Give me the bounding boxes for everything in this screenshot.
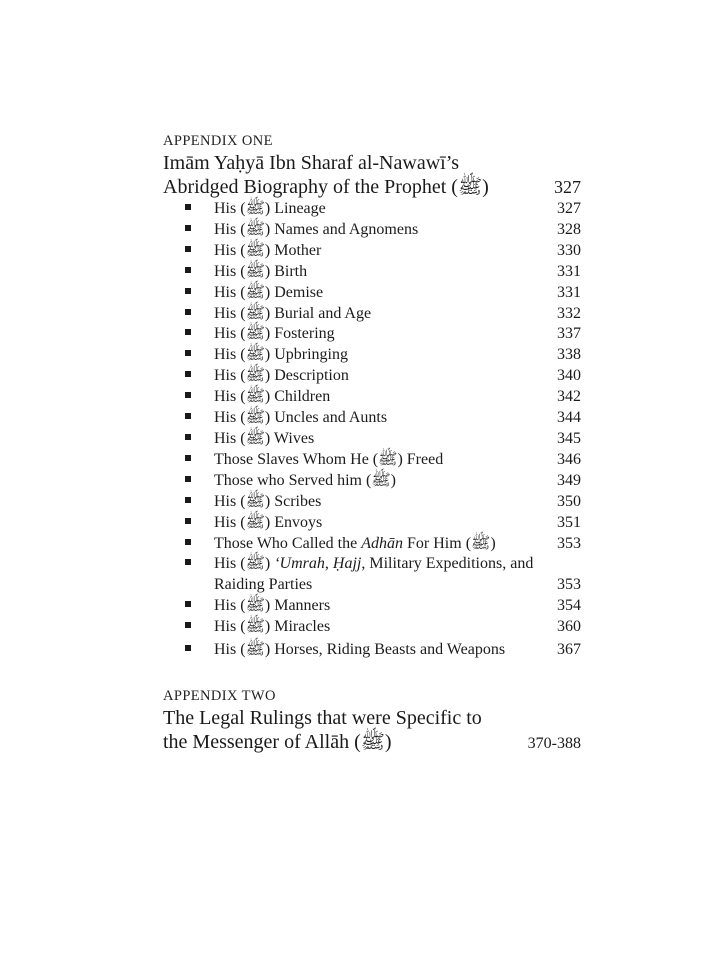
toc-entry-page: 353: [557, 534, 581, 552]
bullet-icon: [185, 476, 191, 482]
appendix-two-title-line2: the Messenger of Allāh (ﷺ): [163, 731, 392, 753]
toc-entry-mother[interactable]: [163, 241, 583, 262]
toc-entry-page: 350: [557, 492, 581, 510]
appendix-one-label: APPENDIX ONE: [163, 133, 273, 149]
toc-entry-text-pre: His (ﷺ): [214, 555, 275, 573]
bullet-icon: [185, 246, 191, 252]
toc-entry-birth[interactable]: [163, 262, 583, 283]
toc-entry-page: 340: [557, 367, 581, 385]
toc-entry-page: 353: [557, 576, 581, 594]
bullet-icon: [185, 455, 191, 461]
toc-entry-wives[interactable]: [163, 429, 583, 450]
toc-entry-text: His (ﷺ) Manners: [214, 597, 331, 615]
toc-entry-page: 328: [557, 220, 581, 238]
toc-entry-text: His (ﷺ) Horses, Riding Beasts and Weapons: [214, 641, 506, 659]
toc-entry-text: His (ﷺ) Wives: [214, 429, 315, 447]
appendix-two-title-line1: The Legal Rulings that were Specific to: [163, 707, 482, 729]
appendix-two-title-row[interactable]: [163, 730, 583, 756]
toc-entry-page: 342: [557, 388, 581, 406]
bullet-icon: [185, 539, 191, 545]
toc-entry-page: 360: [557, 618, 581, 636]
toc-entry-page: 351: [557, 513, 581, 531]
bullet-icon: [185, 497, 191, 503]
toc-entry-burial[interactable]: [163, 304, 583, 325]
toc-entry-children[interactable]: [163, 387, 583, 408]
toc-entry-names[interactable]: [163, 220, 583, 241]
toc-entry-demise[interactable]: [163, 283, 583, 304]
toc-entry-text-italic: ‘Umrah: [274, 555, 325, 573]
bullet-icon: [185, 413, 191, 419]
toc-entry-text-italic-2: Ḥajj: [332, 555, 362, 573]
toc-entry-upbringing[interactable]: [163, 345, 583, 366]
appendix-one-title-line1: Imām Yaḥyā Ibn Sharaf al-Nawawī’s: [163, 152, 460, 174]
toc-entry-page: 349: [557, 471, 581, 489]
toc-entry-text: His (ﷺ) Description: [214, 367, 349, 385]
bullet-icon: [185, 329, 191, 335]
toc-entry-text-post: For Him (ﷺ): [403, 534, 496, 552]
toc-entry-page: 331: [557, 262, 581, 280]
bullet-icon: [185, 371, 191, 377]
toc-entry-uncles-aunts[interactable]: [163, 408, 583, 429]
appendix-two-title-page: 370-388: [527, 735, 581, 752]
toc-entry-text: His (ﷺ) Uncles and Aunts: [214, 409, 388, 427]
toc-entry-page: 327: [557, 200, 581, 217]
toc-entry-text: Those who Served him (ﷺ): [214, 471, 396, 489]
toc-entry-page: 330: [557, 241, 581, 259]
bullet-icon: [185, 204, 191, 210]
appendix-one-title-page: 327: [554, 177, 581, 197]
toc-entry-umrah-hajj[interactable]: [163, 554, 583, 575]
toc-entry-text: His (ﷺ) Scribes: [214, 492, 322, 510]
appendix-two-label: APPENDIX TWO: [163, 688, 276, 704]
bullet-icon: [185, 225, 191, 231]
toc-entry-text: His (ﷺ) Burial and Age: [214, 304, 372, 322]
toc-entry-manners[interactable]: [163, 596, 583, 617]
toc-entry-scribes[interactable]: [163, 492, 583, 513]
appendix-one-title-line2: Abridged Biography of the Prophet (ﷺ): [163, 176, 489, 198]
toc-entry-page: 337: [557, 325, 581, 343]
toc-entry-text-post: , Military Expeditions, and: [361, 555, 534, 573]
toc-entry-envoys[interactable]: [163, 513, 583, 534]
bullet-icon: [185, 601, 191, 607]
toc-entry-text-cont: Raiding Parties: [214, 576, 313, 594]
appendix-one-title-row[interactable]: [163, 175, 583, 199]
toc-entry-umrah-hajj-cont[interactable]: [163, 575, 583, 596]
toc-entry-text: His (ﷺ) Miracles: [214, 618, 331, 636]
toc-entry-text-pre: Those Who Called the: [214, 534, 362, 552]
toc-entry-adhan[interactable]: [163, 534, 583, 555]
toc-entry-served-him[interactable]: [163, 471, 583, 492]
toc-entry-miracles[interactable]: [163, 617, 583, 638]
toc-entry-page: 331: [557, 283, 581, 301]
toc-entry-text: His (ﷺ) Upbringing: [214, 346, 348, 364]
toc-entry-text: [214, 554, 583, 575]
bullet-icon: [185, 392, 191, 398]
toc-entry-page: 367: [557, 641, 581, 659]
toc-entry-text: His (ﷺ) Lineage: [214, 200, 326, 217]
toc-entry-text: His (ﷺ) Birth: [214, 262, 308, 280]
toc-entry-text: [214, 534, 557, 555]
toc-entry-text: His (ﷺ) Fostering: [214, 325, 335, 343]
bullet-icon: [185, 622, 191, 628]
appendix-two-section: [163, 686, 583, 756]
toc-entry-text: His (ﷺ) Demise: [214, 283, 324, 301]
toc-entry-page: 354: [557, 597, 581, 615]
toc-entry-text-italic: Adhān: [361, 534, 404, 552]
toc-entry-page: 344: [557, 409, 581, 427]
toc-entry-freed-slaves[interactable]: [163, 450, 583, 471]
toc-entry-page: 345: [557, 429, 581, 447]
toc-entry-text: His (ﷺ) Names and Agnomens: [214, 220, 419, 238]
toc-entry-text: His (ﷺ) Envoys: [214, 513, 323, 531]
bullet-icon: [185, 559, 191, 565]
bullet-icon: [185, 434, 191, 440]
toc-entry-description[interactable]: [163, 366, 583, 387]
toc-entry-text-mid: ,: [324, 555, 333, 573]
bullet-icon: [185, 518, 191, 524]
toc-entry-text: Those Slaves Whom He (ﷺ) Freed: [214, 450, 444, 468]
bullet-icon: [185, 645, 191, 651]
toc-entry-page: 332: [557, 304, 581, 322]
appendix-one-section: [163, 131, 583, 661]
toc-entry-fostering[interactable]: [163, 324, 583, 345]
toc-entry-horses[interactable]: [163, 640, 583, 661]
toc-entry-lineage[interactable]: [163, 199, 583, 220]
bullet-icon: [185, 267, 191, 273]
bullet-icon: [185, 288, 191, 294]
toc-entry-page: 338: [557, 346, 581, 364]
bullet-icon: [185, 350, 191, 356]
bullet-icon: [185, 309, 191, 315]
toc-entry-page: 346: [557, 450, 581, 468]
appendix-one-entries: [163, 199, 583, 661]
toc-entry-text: His (ﷺ) Children: [214, 388, 331, 406]
toc-entry-text: His (ﷺ) Mother: [214, 241, 322, 259]
